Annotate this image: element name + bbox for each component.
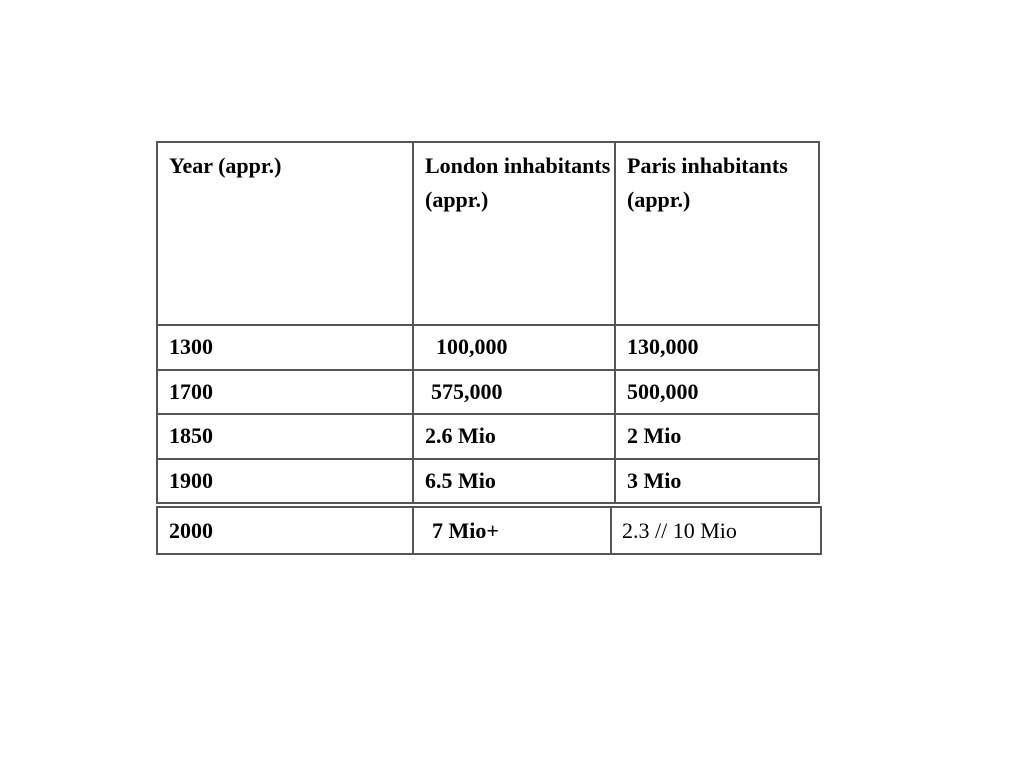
header-london: London inhabitants (appr.)	[413, 142, 615, 325]
population-table	[156, 141, 820, 504]
cell-london: 575,000	[413, 370, 615, 415]
cell-paris: 2.3 // 10 Mio	[611, 507, 821, 554]
cell-year: 2000	[157, 507, 413, 554]
table-row	[157, 507, 821, 554]
cell-london: 7 Mio+	[413, 507, 611, 554]
table-row	[157, 414, 819, 459]
cell-london: 6.5 Mio	[413, 459, 615, 504]
cell-london: 100,000	[413, 325, 615, 370]
header-paris: Paris inhabitants (appr.)	[615, 142, 819, 325]
table-row	[157, 325, 819, 370]
cell-paris: 2 Mio	[615, 414, 819, 459]
cell-year: 1700	[157, 370, 413, 415]
cell-london: 2.6 Mio	[413, 414, 615, 459]
population-table-extra-row	[156, 506, 822, 555]
cell-year: 1900	[157, 459, 413, 504]
table-header-row	[157, 142, 819, 325]
cell-year: 1850	[157, 414, 413, 459]
table-row	[157, 459, 819, 504]
cell-year: 1300	[157, 325, 413, 370]
table-row	[157, 370, 819, 415]
cell-paris: 500,000	[615, 370, 819, 415]
header-year: Year (appr.)	[157, 142, 413, 325]
cell-paris: 130,000	[615, 325, 819, 370]
cell-paris: 3 Mio	[615, 459, 819, 504]
